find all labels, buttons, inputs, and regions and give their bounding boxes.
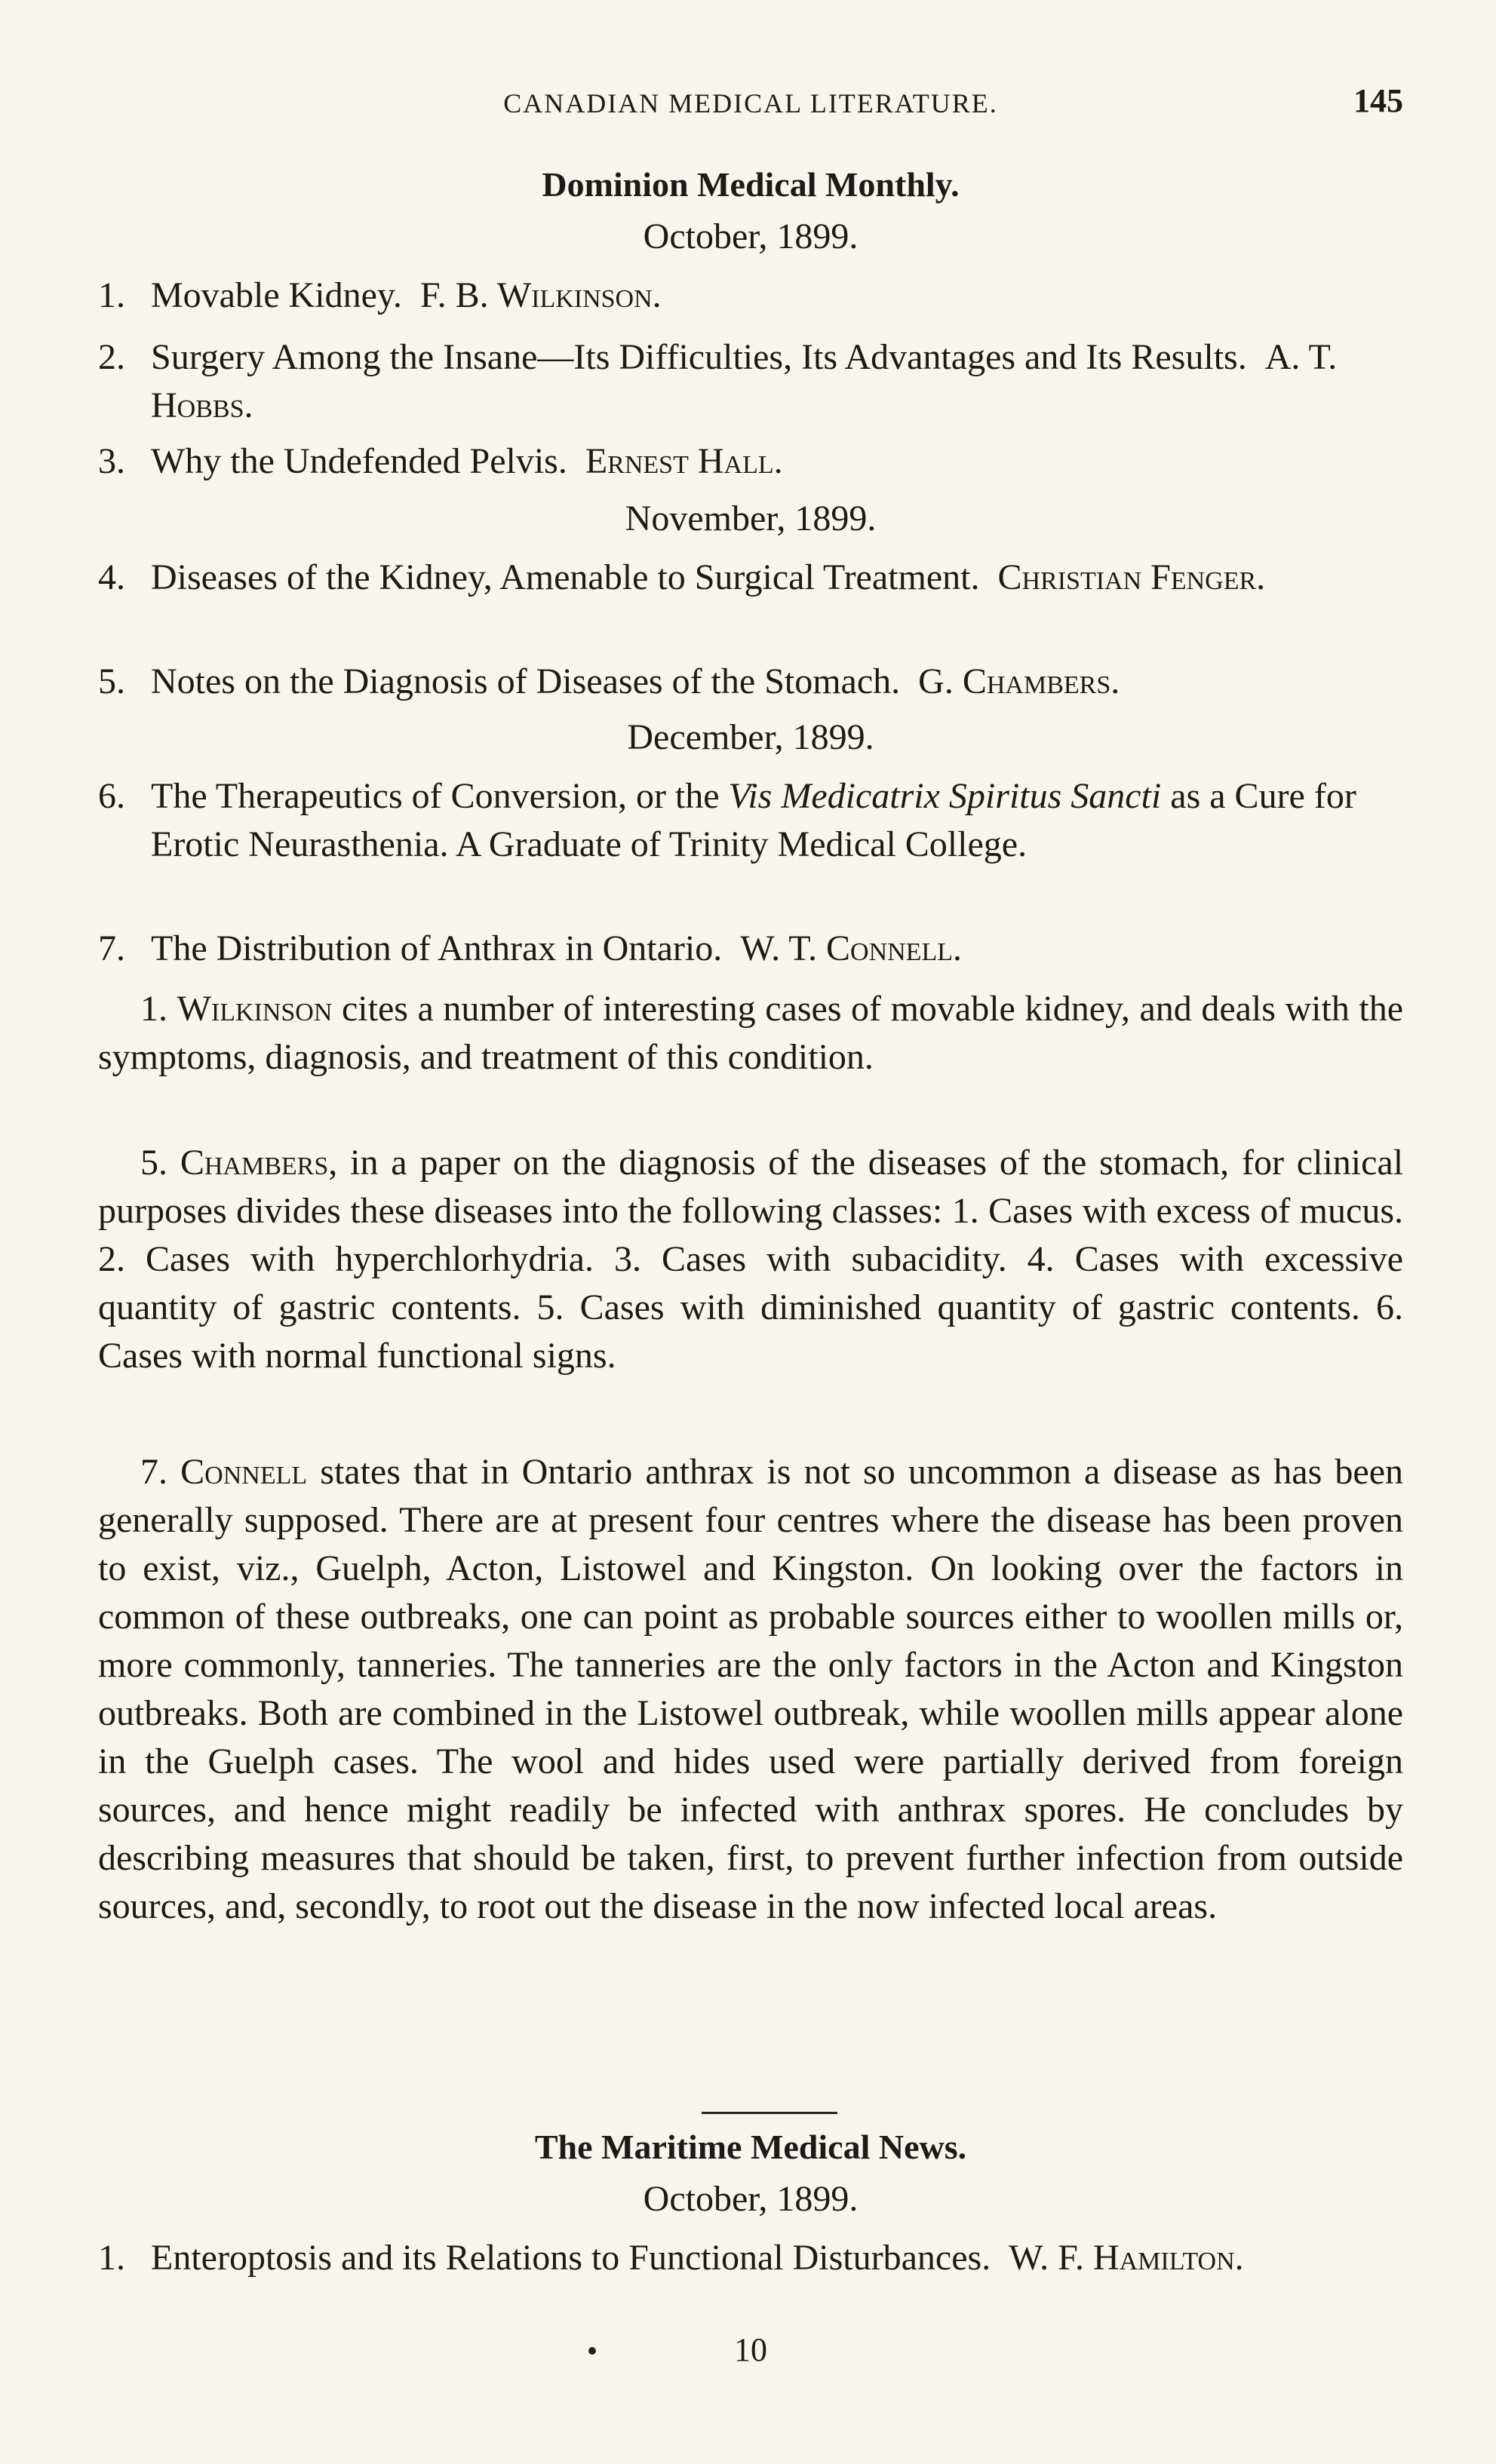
entry-title: Why the Undefended Pelvis. <box>151 441 567 481</box>
abstract-connell <box>98 1448 1403 1931</box>
entry-author: W. T. Connell. <box>740 928 962 968</box>
entry-author: Ernest Hall. <box>585 441 783 481</box>
entry-author: F. B. Wilkinson. <box>419 275 662 315</box>
entry-author: W. F. Hamilton. <box>1009 2238 1244 2278</box>
entry-1 <box>98 272 1403 320</box>
para-number: 5. <box>140 1143 167 1183</box>
running-title: CANADIAN MEDICAL LITERATURE. <box>503 88 998 118</box>
entry-2 <box>98 333 1403 430</box>
para-author: Wilkinson <box>177 989 333 1029</box>
entry-number: 3. <box>98 441 125 481</box>
entry-author: A. T. Hobbs. <box>151 337 1338 425</box>
entry-number: 1. <box>98 2238 125 2278</box>
entry-title: Movable Kidney. <box>151 275 402 315</box>
entry-number: 4. <box>98 557 125 597</box>
date-october: October, 1899. <box>643 216 859 256</box>
signature-mark: 10 <box>734 2331 767 2368</box>
page-number: 145 <box>1353 82 1403 119</box>
section-divider <box>702 2112 837 2114</box>
entry-author: G. Chambers. <box>918 661 1120 701</box>
entry-number: 7. <box>98 928 125 968</box>
page <box>98 0 1403 2464</box>
entry-6 <box>98 772 1403 869</box>
entry-title-a: The Therapeutics of Conversion, or the <box>151 776 720 816</box>
entry-number: 6. <box>98 776 125 816</box>
para-author: Chambers, <box>180 1143 338 1183</box>
entry-author: Christian Fenger. <box>997 557 1266 597</box>
para-number: 7. <box>140 1452 167 1492</box>
entry-title-b: as a Cure for Erotic Neurasthenia. A Graduate of Trinity Medical College. <box>151 776 1356 864</box>
entry-title: The Distribution of Anthrax in Ontario. <box>151 928 723 968</box>
entry-title: Notes on the Diagnosis of Diseases of the Stomach. <box>151 661 901 701</box>
entry-number: 2. <box>98 337 125 377</box>
entry-7 <box>98 925 1403 973</box>
abstract-chambers <box>98 1139 1403 1380</box>
entry-maritime-1 <box>98 2234 1403 2282</box>
entry-number: 1. <box>98 275 125 315</box>
date-december: December, 1899. <box>627 717 874 757</box>
entry-4 <box>98 554 1403 602</box>
entry-5 <box>98 658 1403 706</box>
journal-title-maritime: The Maritime Medical News. <box>534 2128 967 2166</box>
entry-title: Diseases of the Kidney, Amenable to Surgical Treatment. <box>151 557 980 597</box>
entry-title: Enteroptosis and its Relations to Functional Disturbances. <box>151 2238 991 2278</box>
abstract-wilkinson <box>98 985 1403 1082</box>
date-november: November, 1899. <box>625 499 877 539</box>
para-text: cites a number of interesting cases of movable kidney, and deals with the symptoms, diagnosis, and treatment of this condition. <box>98 989 1404 1077</box>
para-text: states that in Ontario anthrax is not so uncommon a disease as has been generally supposed. There are at present four centres where the disease has been proven to exist, viz., Guelph, Acton, Listowel and Kingston. On looking over the factors in common of these outbreaks, one can point as probable sources either to woollen mills or, more commonly, tanneries. The tanneries are the only factors in the Acton and Kingston outbreaks. Both are combined in the Listowel outbreak, while woollen mills appear alone in the Guelph cases. The wool and hides used were partially derived from foreign sources, and hence might readily be infected with anthrax spores. He concludes by describing measures that should be taken, first, to prevent further infection from outside sources, and, secondly, to root out the disease in the now infected local areas. <box>98 1452 1404 1926</box>
running-head <box>98 81 1403 127</box>
entry-title-italic: Vis Medicatrix Spiritus Sancti <box>728 776 1162 816</box>
date-october-maritime: October, 1899. <box>643 2179 859 2219</box>
entry-title: Surgery Among the Insane—Its Difficulties, Its Advantages and Its Results. <box>151 337 1247 377</box>
para-text: in a paper on the diagnosis of the diseases of the stomach, for clinical purposes divides these diseases into the following classes: 1. Cases with excess of mucus. 2. Cases with hyperchlorhydria. 3. Cases with subacidity. 4. Cases with excessive quantity of gastric contents. 5. Cases with diminished quantity of gastric contents. 6. Cases with normal functional signs. <box>98 1143 1404 1376</box>
journal-title-dominion: Dominion Medical Monthly. <box>542 165 960 204</box>
entry-3 <box>98 437 1403 486</box>
para-number: 1. <box>140 989 167 1029</box>
para-author: Connell <box>180 1452 308 1492</box>
entry-number: 5. <box>98 661 125 701</box>
